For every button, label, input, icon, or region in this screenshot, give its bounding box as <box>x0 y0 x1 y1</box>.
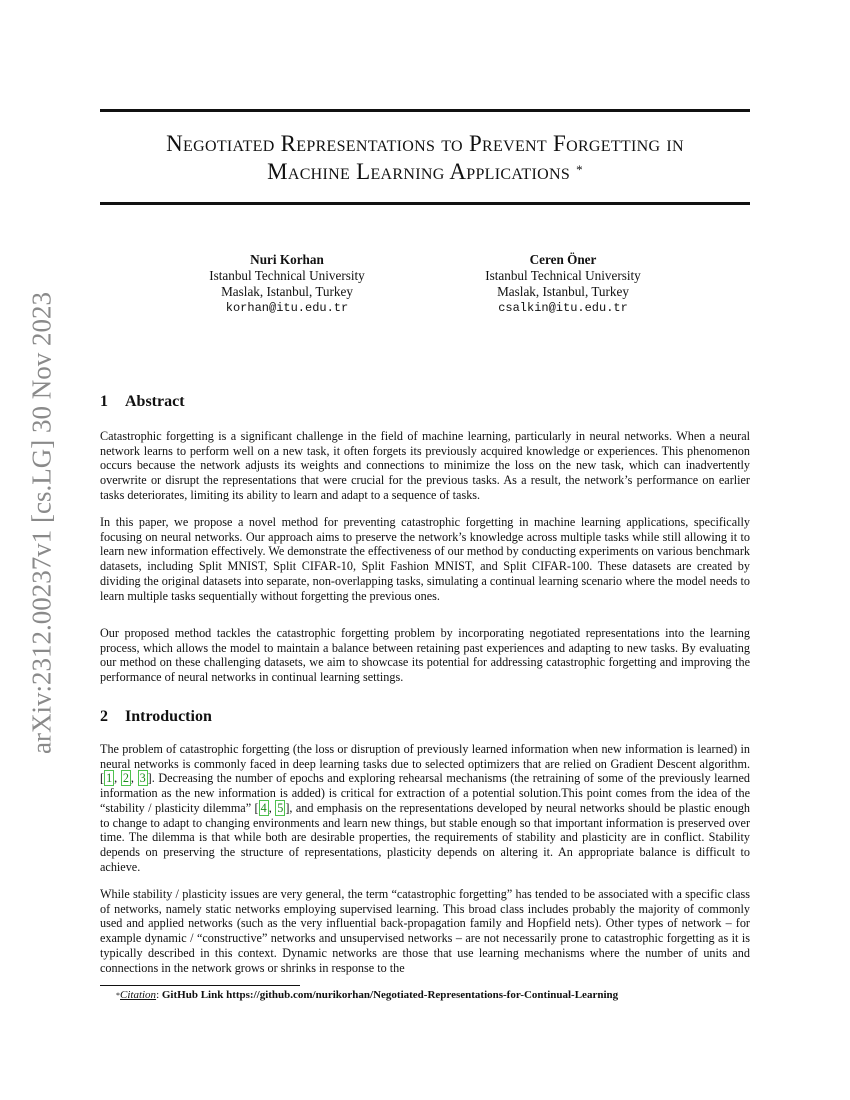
author-block <box>453 252 673 316</box>
intro-text: The problem of catastrophic forgetting (the loss or disruption of previously learned information when new information is learned) in neural networks is commonly faced in deep learning tasks due to selected optimizers that are relied on Gradient Descent algorithm. [ <box>100 742 750 786</box>
citation-link[interactable]: 2 <box>122 771 129 786</box>
author-name: Nuri Korhan <box>250 252 324 267</box>
author-location: Maslak, Istanbul, Turkey <box>221 284 353 299</box>
section-title: Abstract <box>125 393 185 410</box>
author-name: Ceren Öner <box>529 252 597 267</box>
citation-link[interactable]: 4 <box>260 800 267 815</box>
footnote: *Citation: GitHub Link https://github.com/nurikorhan/Negotiated-Representations-for-Continual-Learning <box>116 989 619 1001</box>
abstract-paragraph: Our proposed method tackles the catastrophic forgetting problem by incorporating negotiated representations into the learning process, which allows the model to maintain a balance between retaining past experiences and adapting to new tasks. By evaluating our method on these challenging datasets, we aim to showcase its potential for addressing catastrophic forgetting and improving the performance of neural networks in continual learning settings. <box>100 626 750 685</box>
section-number: 2 <box>100 708 108 725</box>
footnote-rule <box>100 985 300 986</box>
section-heading-abstract <box>100 393 185 411</box>
title-line-1: Negotiated Representations to Prevent Forgetting in <box>166 131 684 156</box>
citation-link[interactable]: 3 <box>139 771 146 786</box>
title-line-2: Machine Learning Applications <box>267 159 571 184</box>
paper-title <box>100 130 750 186</box>
author-affiliation: Istanbul Technical University <box>209 268 365 283</box>
author-block <box>177 252 397 316</box>
title-top-rule <box>100 109 750 112</box>
footnote-marker: * <box>116 991 120 1000</box>
arxiv-sidebar-stamp <box>22 288 62 758</box>
footnote-citation-label: Citation <box>120 989 157 1001</box>
author-affiliation: Istanbul Technical University <box>485 268 641 283</box>
author-email[interactable]: csalkin@itu.edu.tr <box>498 301 628 315</box>
section-number: 1 <box>100 393 108 410</box>
intro-text: ]. Decreasing the number of epochs and exploring rehearsal mechanisms (the retraining of some of the previously learned information as the new information is added) is critical for extraction of a potential solution.This point comes from the idea of the “stability / plasticity dilemma” [ <box>100 771 751 815</box>
section-title: Introduction <box>125 708 212 725</box>
github-link[interactable]: GitHub Link https://github.com/nurikorhan/Negotiated-Representations-for-Continual-Learning <box>161 989 619 1001</box>
intro-paragraph: While stability / plasticity issues are very general, the term “catastrophic forgetting” has tended to be associated with a specific class of networks, namely static networks employing supervised learning. This broad class includes probably the majority of commonly used and applied networks (such as the very influential back-propagation family and Hopfield nets). Other types of network – for example dynamic / “constructive” networks and unsupervised networks – are not necessarily prone to catastrophic forgetting as it is typically described in this context. Dynamic networks are those that use learning mechanisms where the number of units and connections in the network grows or shrinks in response to the <box>100 887 750 975</box>
intro-text: ], and emphasis on the representations developed by neural networks should be plastic enough to change to adapt to changing environments and learn new things, but stable enough so that important information is preserved over time. The dilemma is that while both are desirable properties, the requirements of stability and plasticity are in conflict. Stability depends on preserving the structure of representations, plasticity depends on altering it. An appropriate balance is difficult to achieve. <box>100 800 751 874</box>
author-location: Maslak, Istanbul, Turkey <box>497 284 629 299</box>
abstract-paragraph: Catastrophic forgetting is a significant challenge in the field of machine learning, particularly in neural networks. When a neural network learns to perform well on a new task, it often forgets its previously acquired knowledge or experiences. This phenomenon occurs because the network adjusts its weights and connections to minimize the loss on the new task, which can inadvertently overwrite or disrupt the representations that were crucial for the previous tasks. As a result, the network’s performance on earlier tasks deteriorates, limiting its ability to learn and adapt to a sequence of tasks. <box>100 429 750 502</box>
section-heading-introduction <box>100 708 212 726</box>
citation-link[interactable]: 1 <box>106 771 113 786</box>
author-email[interactable]: korhan@itu.edu.tr <box>225 301 349 315</box>
arxiv-id: arXiv:2312.00237v1 [cs.LG] 30 Nov 2023 <box>26 292 57 754</box>
title-footnote-marker: * <box>576 162 583 177</box>
abstract-paragraph: In this paper, we propose a novel method for preventing catastrophic forgetting in machine learning applications, specifically focusing on neural networks. Our approach aims to preserve the network’s knowledge across multiple tasks while still allowing it to learn new information effectively. We demonstrate the effectiveness of our method by conducting experiments on various benchmark datasets, including Split MNIST, Split CIFAR-10, Split Fashion MNIST, and Split CIFAR-100. These datasets are created by dividing the original datasets into separate, non-overlapping tasks, simulating a continual learning scenario where the model needs to learn multiple tasks sequentially without forgetting the previous ones. <box>100 515 750 603</box>
title-bottom-rule <box>100 202 750 205</box>
intro-paragraph: The problem of catastrophic forgetting (the loss or disruption of previously learned information when new information is learned) in neural networks is commonly faced in deep learning tasks due to selected optimizers that are relied on Gradient Descent algorithm. [ 1 , 2 , 3 ]. Decreasing the number of epochs and exploring rehearsal mechanisms (the retraining of some of the previously learned information as the new information is added) is critical for extraction of a potential solution.This point comes from the idea of the “stability / plasticity dilemma” [ 4 , 5 ], and emphasis on the representations developed by neural networks should be plastic enough to change to adapt to changing environments and learn new things, but stable enough so that important information is preserved over time. The dilemma is that while both are desirable properties, the requirements of stability and plasticity are in conflict. Stability depends on preserving the structure of representations, plasticity depends on altering it. An appropriate balance is difficult to achieve. <box>100 742 751 874</box>
citation-link[interactable]: 5 <box>277 800 284 815</box>
